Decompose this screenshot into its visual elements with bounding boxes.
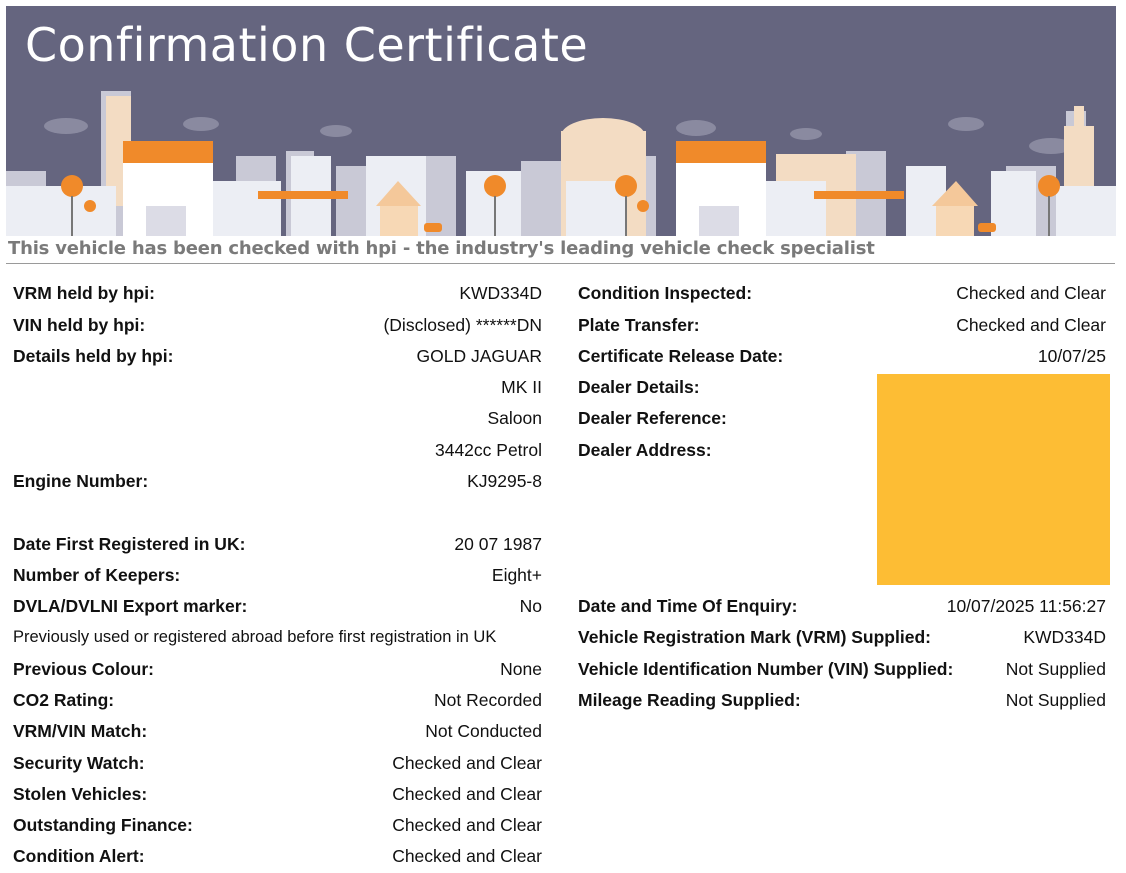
security-watch-value: Checked and Clear [392,753,542,773]
plate-transfer-label: Plate Transfer: [578,315,700,335]
finance-row [13,813,542,837]
first-registered-row [13,532,542,556]
vin-label: VIN held by hpi: [13,315,146,335]
first-registered-label: Date First Registered in UK: [13,534,246,554]
vin-supplied-value: Not Supplied [1005,659,1106,679]
details-row [13,406,542,430]
condition-alert-label: Condition Alert: [13,846,145,866]
details-line: Saloon [487,408,542,428]
vrm-row [13,281,542,305]
keepers-row [13,563,542,587]
engine-label: Engine Number: [13,471,149,491]
page-title: Confirmation Certificate [25,18,589,72]
vrm-value: KWD334D [459,283,542,303]
finance-value: Checked and Clear [392,815,542,835]
co2-label: CO2 Rating: [13,690,115,710]
mileage-supplied-value: Not Supplied [1005,690,1106,710]
details-line: 3442cc Petrol [434,440,542,460]
keepers-value: Eight+ [491,565,542,585]
vin-supplied-label: Vehicle Identification Number (VIN) Supplied: [578,659,954,679]
vrm-vin-match-value: Not Conducted [425,721,542,741]
condition-alert-value: Checked and Clear [392,846,542,866]
details-row [13,438,542,462]
abroad-note: Previously used or registered abroad before first registration in UK [13,628,497,646]
details-row [13,344,542,368]
vin-value: (Disclosed) ******DN [383,315,542,335]
engine-row [13,469,542,493]
details-line: MK II [501,377,542,397]
release-date-value: 10/07/25 [1037,346,1106,366]
vin-row [13,313,542,337]
dealer-reference-label: Dealer Reference: [578,408,727,428]
details-row [13,375,542,399]
vrm-supplied-label: Vehicle Registration Mark (VRM) Supplied: [578,627,931,647]
dealer-details-label: Dealer Details: [578,377,700,397]
enquiry-time-row [578,594,1106,618]
export-marker-label: DVLA/DVLNI Export marker: [13,596,248,616]
co2-value: Not Recorded [434,690,542,710]
keepers-label: Number of Keepers: [13,565,181,585]
condition-inspected-value: Checked and Clear [956,283,1106,303]
enquiry-time-value: 10/07/2025 11:56:27 [946,596,1106,616]
release-date-label: Certificate Release Date: [578,346,784,366]
vrm-label: VRM held by hpi: [13,283,155,303]
stolen-value: Checked and Clear [392,784,542,804]
mileage-supplied-label: Mileage Reading Supplied: [578,690,801,710]
previous-colour-value: None [500,659,542,679]
details-line: GOLD JAGUAR [416,346,542,366]
divider [6,263,1115,264]
vrm-supplied-row [578,625,1106,649]
co2-row [13,688,542,712]
dealer-address-label: Dealer Address: [578,440,712,460]
header-banner [6,6,1116,236]
previous-colour-label: Previous Colour: [13,659,154,679]
vrm-vin-match-label: VRM/VIN Match: [13,721,148,741]
plate-transfer-row [578,313,1106,337]
plate-transfer-value: Checked and Clear [956,315,1106,335]
details-label: Details held by hpi: [13,346,174,366]
release-date-row [578,344,1106,368]
tagline: This vehicle has been checked with hpi - the industry's leading vehicle check specialist [8,238,875,259]
export-marker-row [13,594,542,618]
mileage-supplied-row [578,688,1106,712]
security-watch-label: Security Watch: [13,753,145,773]
first-registered-value: 20 07 1987 [454,534,542,554]
redaction-box [877,374,1110,585]
previous-colour-row [13,657,542,681]
condition-inspected-label: Condition Inspected: [578,283,753,303]
stolen-row [13,782,542,806]
finance-label: Outstanding Finance: [13,815,193,835]
export-marker-value: No [519,596,542,616]
condition-inspected-row [578,281,1106,305]
vin-supplied-row [578,657,1106,681]
security-watch-row [13,751,542,775]
vrm-supplied-value: KWD334D [1023,627,1106,647]
condition-alert-row [13,844,542,868]
enquiry-time-label: Date and Time Of Enquiry: [578,596,798,616]
vrm-vin-match-row [13,719,542,743]
engine-value: KJ9295-8 [467,471,542,491]
stolen-label: Stolen Vehicles: [13,784,148,804]
